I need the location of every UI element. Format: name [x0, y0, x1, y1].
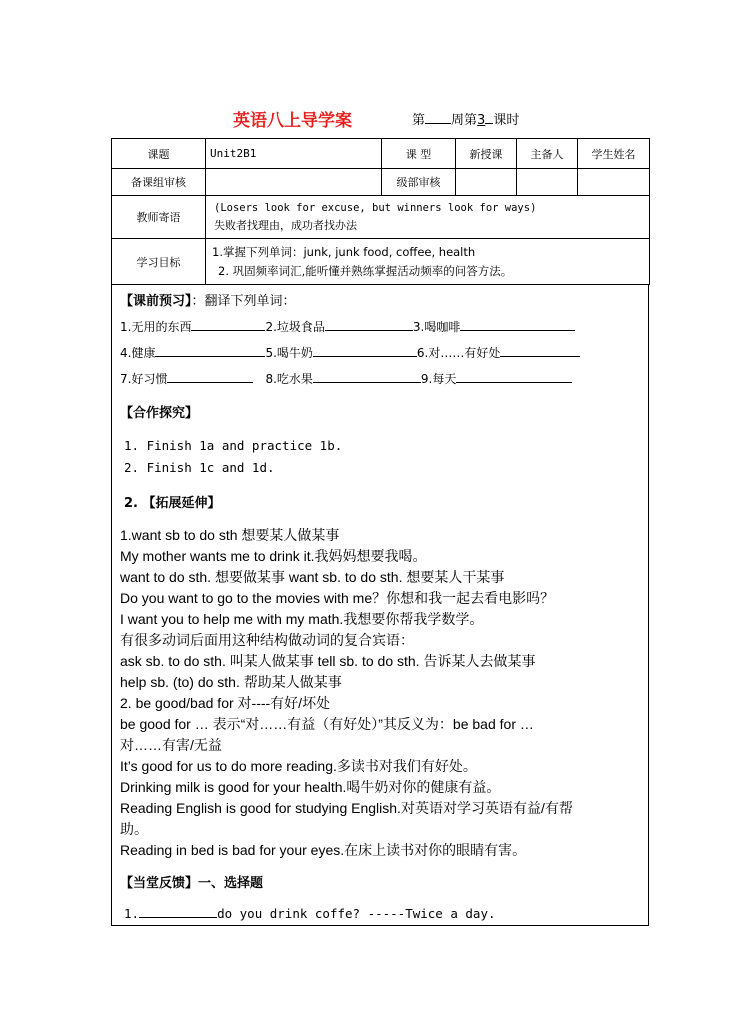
vocab-item: 5.喝牛奶: [265, 346, 313, 360]
extend-line: ask sb. to do sth. 叫某人做某事 tell sb. to do sth. 告诉某人去做某事: [120, 653, 536, 669]
group-review-value: [206, 169, 382, 196]
vocab-item: 1.无用的东西: [120, 320, 192, 334]
extend-line: be good for … 表示“对……有益（有好处）”其反义为：be bad for …: [120, 716, 534, 732]
answer-blank: [139, 905, 217, 918]
extend-line: Do you want to go to the movies with me？你想和我一起去看电影吗？: [120, 590, 555, 606]
topic-value: Unit2B1: [206, 139, 382, 169]
vocab-row-3: [120, 370, 572, 387]
extend-line: 有很多动词后面用这种结构做动词的复合宾语：: [120, 632, 414, 648]
extend-line: I want you to help me with my math.我想要你帮我学数学。: [120, 611, 484, 627]
extend-line: Reading in bed is bad for your eyes.在床上读书对你的眼睛有害。: [120, 842, 527, 858]
vocab-item: 8.吃水果: [265, 372, 313, 386]
info-row-message: [112, 196, 650, 239]
extend-line: 1.want sb to do sth 想要某人做某事: [120, 527, 340, 543]
extend-line: 2. be good/bad for 对----有好/坏处: [120, 695, 331, 711]
cooperate-item: 2. Finish 1c and 1d.: [124, 460, 275, 475]
vocab-item: 7.好习惯: [120, 372, 168, 386]
vocab-item: 3.喝咖啡: [412, 320, 461, 334]
info-row-review: [112, 169, 650, 196]
preparer-label: 主备人: [517, 139, 578, 169]
vocab-row-1: [120, 318, 575, 335]
feedback-heading: 【当堂反馈】一、选择题: [120, 876, 264, 891]
info-row-goals: [112, 239, 650, 285]
goal-1: 1.掌握下列单词：junk, junk food, coffee, health: [212, 244, 476, 259]
extend-line: Drinking milk is good for your health.喝牛奶对你的健康有益。: [120, 779, 501, 795]
cooperate-item: 1. Finish 1a and practice 1b.: [124, 438, 343, 453]
extend-line: Reading English is good for studying English.对英语对学习英语有益/有帮: [120, 800, 573, 816]
question-number: 1.: [124, 906, 140, 921]
vocab-item: 6.对……有好处: [416, 346, 501, 360]
extend-line: 助。: [120, 821, 148, 837]
teacher-message: [206, 196, 650, 239]
week-prefix: 第: [412, 113, 426, 128]
extend-line: My mother wants me to drink it.我妈妈想要我喝。: [120, 548, 427, 564]
teacher-message-label: 教师寄语: [112, 196, 206, 239]
feedback-question-1: [124, 905, 496, 921]
week-mid: 周第: [451, 113, 478, 128]
type-value: 新授课: [456, 139, 517, 169]
vocab-row-2: [120, 344, 580, 361]
preview-heading-label: 【课前预习】: [120, 294, 192, 309]
teacher-message-en: (Losers look for excuse, but winners look for ways): [214, 202, 537, 214]
vocab-item: 2.垃圾食品: [265, 320, 325, 334]
lesson-number: 3: [477, 113, 486, 128]
vocab-item: 9.每天: [420, 372, 457, 386]
extend-line: want to do sth. 想要做某事 want sb. to do sth. 想要某人干某事: [120, 569, 505, 585]
cooperate-heading: 【合作探究】: [120, 406, 199, 421]
goal-2: 2. 巩固频率词汇,能听懂并熟练掌握活动频率的问答方法。: [218, 263, 513, 278]
group-review-label: 备课组审核: [112, 169, 206, 196]
type-label: 课 型: [382, 139, 456, 169]
teacher-message-cn: 失败者找理由，成功者找办法: [214, 219, 357, 232]
learning-goals: [206, 239, 650, 285]
extend-heading: 2. 【拓展延伸】: [124, 496, 221, 511]
week-lesson-line: [412, 109, 519, 128]
grade-review-label: 级部审核: [382, 169, 456, 196]
title-line: [0, 106, 744, 130]
lesson-suffix: 课时: [493, 113, 520, 128]
topic-label: 课题: [112, 139, 206, 169]
extend-line: 对……有害/无益: [120, 737, 222, 753]
empty-cell-2: [578, 169, 650, 196]
week-blank: [425, 111, 451, 124]
empty-cell-1: [517, 169, 578, 196]
page-title: 英语八上导学案: [233, 111, 352, 131]
preview-lead: ：翻译下列单词：: [191, 294, 296, 309]
grade-review-value: [456, 169, 517, 196]
info-row-topic: [112, 139, 650, 169]
student-name-label: 学生姓名: [578, 139, 650, 169]
goals-label: 学习目标: [112, 239, 206, 285]
extend-line: It’s good for us to do more reading.多读书对我们有好处。: [120, 758, 477, 774]
main-content: [111, 285, 649, 926]
info-table: [111, 138, 650, 285]
extend-line: help sb. (to) do sth. 帮助某人做某事: [120, 674, 342, 690]
vocab-item: 4.健康: [120, 346, 156, 360]
question-text: do you drink coffe? -----Twice a day.: [217, 906, 496, 921]
preview-heading: [120, 290, 296, 309]
